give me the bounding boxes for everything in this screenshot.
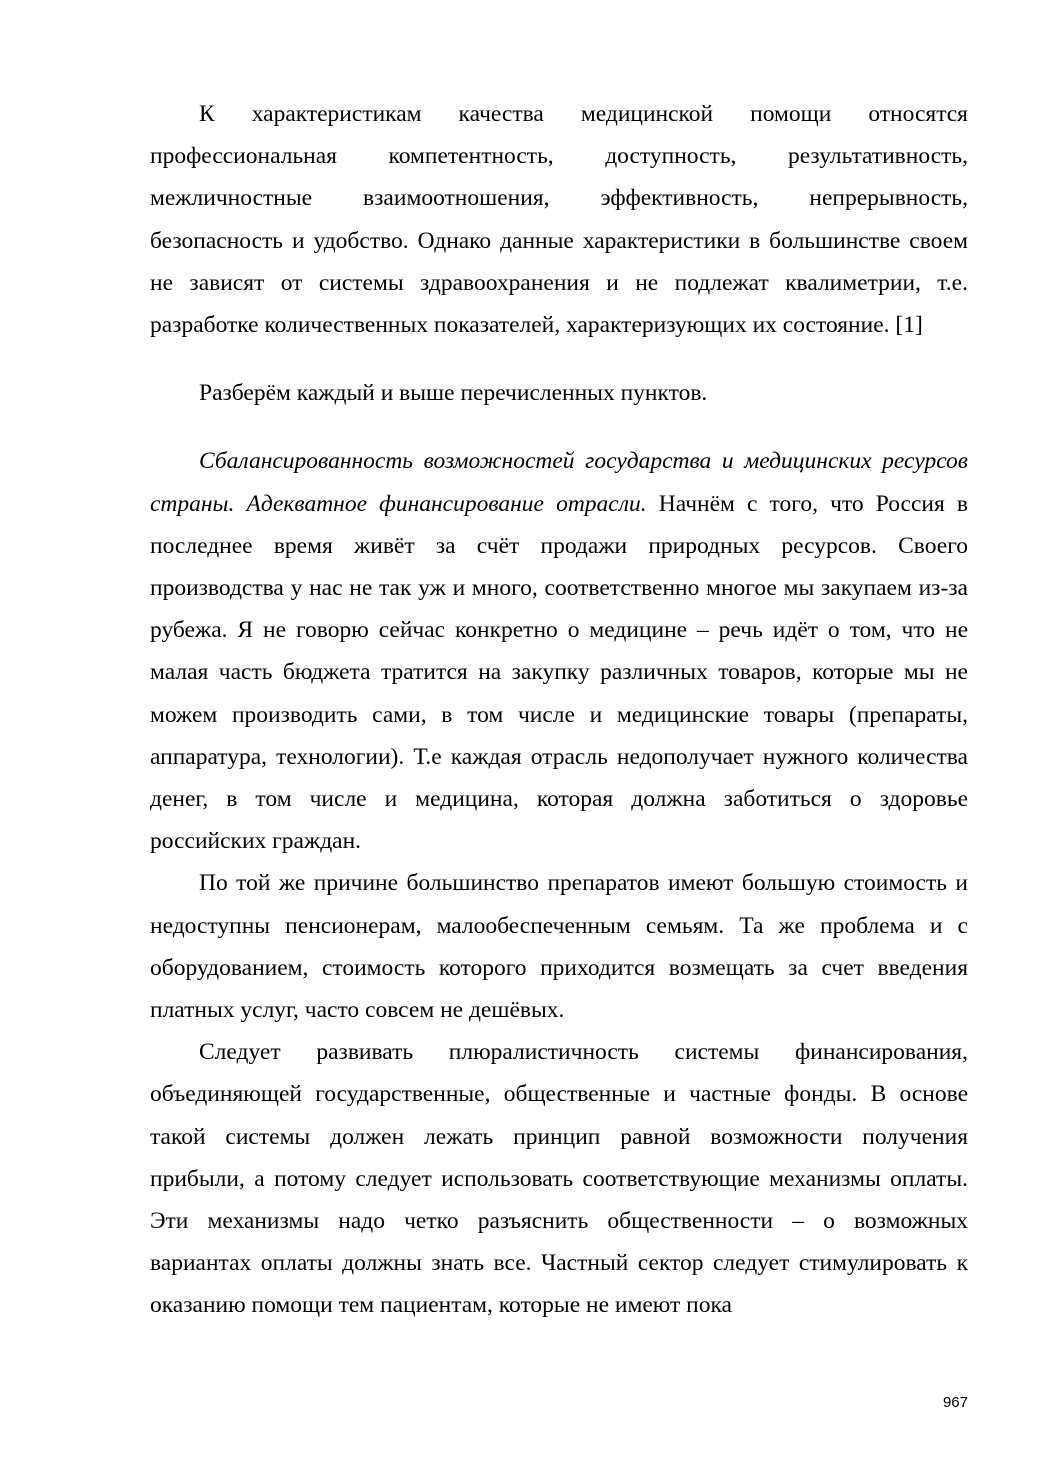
paragraph-quality-characteristics: К характеристикам качества медицинской помощи относятся профессиональная компетентность, доступность, результативность, межличностные взаимоотношения, эффективность, непрерывность, безопасность и удобство. Однако данные характеристики в большинстве своем не зависят от системы здравоохранения и не подлежат квалиметрии, т.е. разработке количественных показателей, характеризующих их состояние. [1] bbox=[150, 101, 968, 339]
paragraph-financing bbox=[150, 440, 968, 862]
paragraph-financing-body: Начнём с того, что Россия в последнее время живёт за счёт продажи природных ресурсов. Своего производства у нас не так уж и много, соответственно многое мы закупаем из-за рубежа. Я не говорю сейчас конкретно о медицине – речь идёт о том, что не малая часть бюджета тратится на закупку различных товаров, которые мы не можем производить сами, в том числе и медицинские товары (препараты, аппаратура, технологии). Т.е каждая отрасль недополучает нужного количества денег, в том числе и медицина, которая должна заботиться о здоровье российских граждан. bbox=[150, 490, 968, 855]
paragraph-drug-prices: По той же причине большинство препаратов имеют большую стоимость и недоступны пенсионерам, малообеспеченным семьям. Та же проблема и с оборудованием, стоимость которого приходится возмещать за счет введения платных услуг, часто совсем не дешёвых. bbox=[150, 870, 968, 1024]
page-number: 967 bbox=[942, 1394, 968, 1411]
paragraph-review-intro: Разберём каждый и выше перечисленных пунктов. bbox=[199, 380, 708, 407]
document-page bbox=[150, 93, 968, 1327]
italic-heading-financing: Сбалансированность возможностей государства и медицинских ресурсов страны. Адекватное финансирование отрасли. bbox=[150, 448, 968, 517]
paragraph-pluralistic-financing: Следует развивать плюралистичность системы финансирования, объединяющей государственные, общественные и частные фонды. В основе такой системы должен лежать принцип равной возможности получения прибыли, а потому следует использовать соответствующие механизмы оплаты. Эти механизмы надо четко разъяснить общественности – о возможных вариантах оплаты должны знать все. Частный сектор следует стимулировать к оказанию помощи тем пациентам, которые не имеют пока bbox=[150, 1039, 968, 1319]
